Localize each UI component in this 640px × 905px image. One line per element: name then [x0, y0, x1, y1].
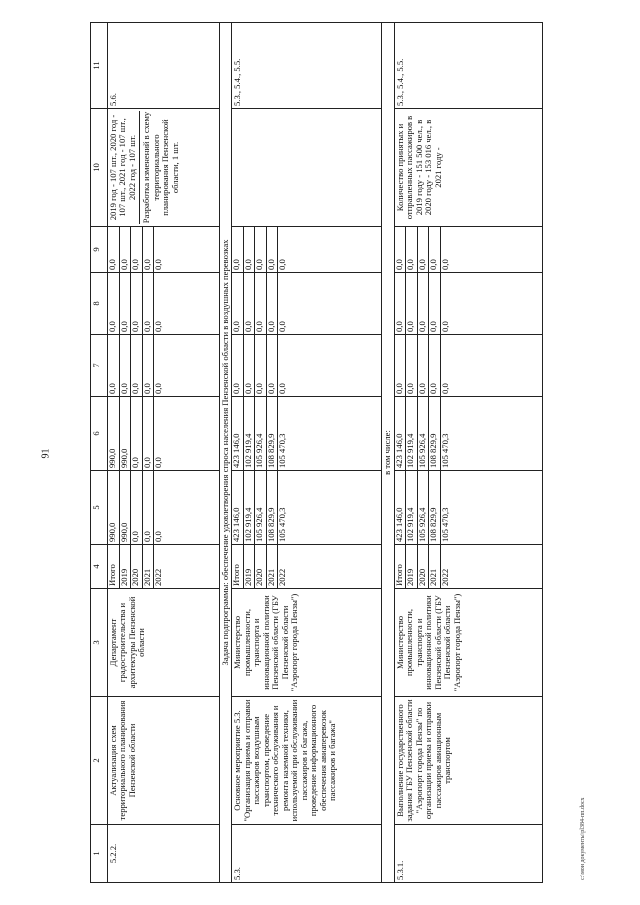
header-cell: 6	[91, 397, 108, 471]
table-cell-value: 0,0	[143, 471, 155, 544]
row-executor: Департамент градостроительства и архитектуры Пензенской области	[108, 589, 220, 697]
row-indicator	[232, 109, 382, 227]
col5-cell	[108, 471, 220, 545]
years-cell	[394, 545, 542, 589]
table-cell-value: 102 919,4	[406, 471, 418, 544]
col7-cell	[394, 335, 542, 397]
table-cell-value: 0,0	[120, 227, 132, 272]
table-cell-value: 105 926,4	[255, 397, 267, 470]
years-cell	[108, 545, 220, 589]
table-cell-value: 0,0	[244, 273, 256, 334]
table-cell-value: 0,0	[406, 273, 418, 334]
header-cell: 5	[91, 471, 108, 545]
table-cell-value: 105 470,3	[439, 433, 450, 468]
table-cell-value: 0,0	[395, 227, 407, 272]
table-cell-value: 0,0	[277, 383, 288, 394]
table-cell-value: 2021	[429, 545, 441, 588]
table-cell-value: 105 926,4	[418, 397, 430, 470]
header-cell: 3	[91, 589, 108, 697]
col8-cell	[108, 273, 220, 335]
col6-cell	[394, 397, 542, 471]
indicator-prev: 2019 год - 107 шт., 2020 год - 107 шт., 2021 год - 107 шт., 2022 год - 107 шт.	[109, 111, 140, 224]
row-name: Основное мероприятие 5.3. "Организация приема и отправки пассажиров воздушным транспортом, проведение технического обслуживания и ремонта наземной техники, используемой при обслуживании пассажиров и багажа, проведение информационного обеспечения авиаперевозок пассажиров и багажа"	[232, 697, 382, 825]
table-cell-value: 0,0	[267, 335, 279, 396]
table-cell-value: 108 829,9	[429, 397, 441, 470]
page-number: 91	[40, 448, 52, 459]
table-cell-value: 0,0	[232, 227, 244, 272]
table-cell-value: 2019	[406, 545, 418, 588]
header-cell: 2	[91, 697, 108, 825]
table-cell-value: 0,0	[267, 273, 279, 334]
table-cell-value: 0,0	[131, 397, 143, 470]
table-cell-value: 2022	[277, 568, 288, 586]
table-cell-value: 0,0	[255, 335, 267, 396]
file-path-footer: c:\мои документы\рl384-пп.docx	[580, 797, 586, 880]
table-cell-value: 423 146,0	[395, 471, 407, 544]
table-cell-value: 0,0	[277, 321, 288, 332]
indicator-text: Разработка изменений в схему территориального планирования Пензенской области, 1 шт.	[141, 111, 180, 224]
row-ref: 5.6.	[108, 23, 220, 109]
document-table-sheet	[90, 23, 590, 883]
table-cell-value: 105 926,4	[255, 471, 267, 544]
col8-cell	[394, 273, 542, 335]
table-cell-value: 0,0	[429, 335, 441, 396]
row-ref: 5.3., 5.4., 5.5.	[232, 23, 382, 109]
table-cell-value: 990,0	[108, 471, 120, 544]
table-cell-value: 2022	[439, 568, 450, 586]
table-cell-value: 105 926,4	[418, 471, 430, 544]
table-cell-value: 0,0	[406, 335, 418, 396]
table-cell-value: 102 919,4	[244, 471, 256, 544]
including-row	[382, 23, 394, 883]
col8-cell	[232, 273, 382, 335]
row-executor: Министерство промышленности, транспорта и инновационной политики Пензенской области (ГБУ Пензенской области "Аэропорт города Пензы")	[232, 589, 382, 697]
table-cell-value: 0,0	[232, 273, 244, 334]
header-cell: 9	[91, 227, 108, 273]
row-executor: Министерство промышленности, транспорта и инновационной политики Пензенской области (ГБУ Пензенской области "Аэропорт города Пензы")	[394, 589, 542, 697]
table-cell-value: 0,0	[131, 273, 143, 334]
col7-cell	[108, 335, 220, 397]
table-cell-value: 0,0	[267, 227, 279, 272]
row-code: 5.2.2.	[108, 825, 220, 883]
table-cell-value: 0,0	[395, 335, 407, 396]
header-cell: 7	[91, 335, 108, 397]
table-cell-value: 2019	[120, 545, 132, 588]
table-cell-value: 2020	[418, 545, 430, 588]
col7-cell	[232, 335, 382, 397]
col9-cell	[232, 227, 382, 273]
table-cell-value: 102 919,4	[244, 397, 256, 470]
table-cell-value: 423 146,0	[232, 397, 244, 470]
table-cell-value: 2022	[153, 568, 163, 586]
table-cell-value: 2020	[131, 545, 143, 588]
table-cell-value: 105 470,3	[277, 433, 288, 468]
table-cell-value: 0,0	[418, 335, 430, 396]
table-cell-value: 0,0	[143, 273, 155, 334]
table-cell-value: 0,0	[439, 259, 450, 270]
table-cell-value: 0,0	[418, 227, 430, 272]
row-indicator	[108, 109, 220, 227]
row-name: Выполнение государственного задания ГБУ Пензенской области "Аэропорт города Пензы" по организации приема и отправки пассажиров авиационным транспортом	[394, 697, 542, 825]
table-cell-value: 0,0	[232, 335, 244, 396]
table-cell-value: 990,0	[120, 397, 132, 470]
table-cell-value: 0,0	[120, 273, 132, 334]
table-row	[394, 23, 542, 883]
table-cell-value: 0,0	[153, 531, 163, 542]
table-cell-value: 0,0	[131, 227, 143, 272]
col5-cell	[394, 471, 542, 545]
table-cell-value: 108 829,9	[429, 471, 441, 544]
table-cell-value: 102 919,4	[406, 397, 418, 470]
header-cell: 1	[91, 825, 108, 883]
header-cell: 4	[91, 545, 108, 589]
col6-cell	[108, 397, 220, 471]
col5-cell	[232, 471, 382, 545]
table-cell-value: 0,0	[395, 273, 407, 334]
table-cell-value: 0,0	[120, 335, 132, 396]
including-label: в том числе:	[382, 23, 394, 883]
table-cell-value: 0,0	[108, 273, 120, 334]
row-ref: 5.3., 5.4., 5.5.	[394, 23, 542, 109]
table-cell-value: 0,0	[153, 321, 163, 332]
table-cell-value: 0,0	[429, 227, 441, 272]
table-row	[108, 23, 220, 883]
table-cell-value: 0,0	[153, 259, 163, 270]
row-code: 5.3.	[232, 825, 382, 883]
table-cell-value: 0,0	[429, 273, 441, 334]
table-cell-value: 990,0	[108, 397, 120, 470]
table-cell-value: 105 470,3	[439, 507, 450, 542]
row-name: Актуализация схем территориального планирования Пензенской области	[108, 697, 220, 825]
col6-cell	[232, 397, 382, 471]
header-row	[91, 23, 108, 883]
row-code: 5.3.1.	[394, 825, 542, 883]
table-cell-value: 0,0	[108, 335, 120, 396]
table-cell-value: 2021	[267, 545, 279, 588]
table-cell-value: 0,0	[143, 227, 155, 272]
table-cell-value: 0,0	[244, 227, 256, 272]
header-cell: 11	[91, 23, 108, 109]
table-cell-value: 423 146,0	[232, 471, 244, 544]
col9-cell	[108, 227, 220, 273]
task-title-row	[220, 23, 232, 883]
table-cell-value: 423 146,0	[395, 397, 407, 470]
table-cell-value: 0,0	[439, 383, 450, 394]
program-table	[90, 22, 543, 883]
table-cell-value: 0,0	[255, 227, 267, 272]
table-cell-value: 0,0	[244, 335, 256, 396]
table-cell-value: 0,0	[439, 321, 450, 332]
table-cell-value: 0,0	[108, 227, 120, 272]
table-cell-value: 2020	[255, 545, 267, 588]
table-cell-value: 2019	[244, 545, 256, 588]
task-title: Задача подпрограммы: обеспечение удовлетворения спроса населения Пензенской области в воздушных перевозках	[220, 23, 232, 883]
table-cell-value: 0,0	[277, 259, 288, 270]
table-cell-value: 2021	[143, 545, 155, 588]
table-cell-value: 0,0	[406, 227, 418, 272]
row-indicator: Количество принятых и отправленных пассажиров в 2019 году - 151 500 чел., в 2020 году - 153 016 чел., в 2021 году -	[394, 109, 542, 227]
table-cell-value: 990,0	[120, 471, 132, 544]
table-cell-value: 108 829,9	[267, 471, 279, 544]
table-cell-value: 0,0	[255, 273, 267, 334]
table-cell-value: 0,0	[418, 273, 430, 334]
table-cell-value: 0,0	[153, 457, 163, 468]
col9-cell	[394, 227, 542, 273]
header-cell: 8	[91, 273, 108, 335]
table-cell-value: 108 829,9	[267, 397, 279, 470]
table-cell-value: 0,0	[131, 471, 143, 544]
table-cell-value: Итого	[108, 545, 120, 588]
table-cell-value: 105 470,3	[277, 507, 288, 542]
table-cell-value: Итого	[232, 545, 244, 588]
years-cell	[232, 545, 382, 589]
table-cell-value: 0,0	[143, 335, 155, 396]
table-cell-value: 0,0	[153, 383, 163, 394]
header-cell: 10	[91, 109, 108, 227]
table-cell-value: 0,0	[143, 397, 155, 470]
table-cell-value: 0,0	[131, 335, 143, 396]
table-cell-value: Итого	[395, 545, 407, 588]
table-row	[232, 23, 382, 883]
